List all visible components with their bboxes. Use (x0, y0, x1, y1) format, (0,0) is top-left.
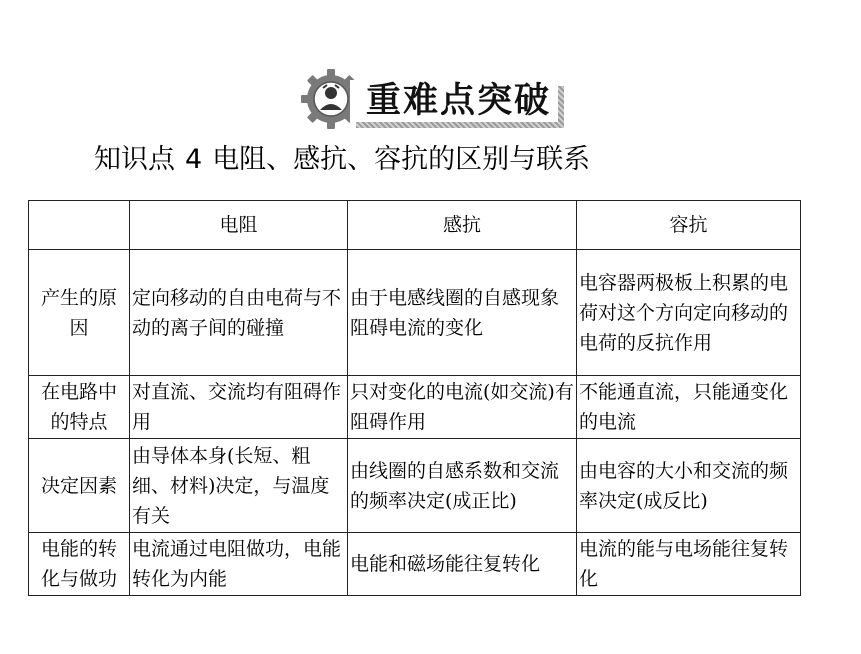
comparison-table (28, 200, 801, 596)
table-cell: 定向移动的自由电荷与不动的离子间的碰撞 (130, 250, 348, 376)
table-row (29, 439, 801, 533)
badge-title: 重难点突破 (366, 81, 552, 121)
table-row (29, 533, 801, 596)
table-cell: 对直流、交流均有阻碍作用 (130, 376, 348, 439)
row-header: 产生的原因 (29, 250, 130, 376)
table-cell: 电流的能与电场能往复转化 (577, 533, 801, 596)
table-cell: 由线圈的自感系数和交流的频率决定(成正比) (348, 439, 577, 533)
table-cell: 由于电感线圈的自感现象阻碍电流的变化 (348, 250, 577, 376)
table-row (29, 250, 801, 376)
section-heading (94, 140, 590, 180)
column-header (29, 201, 130, 250)
section-badge (300, 68, 562, 130)
row-header: 电能的转化与做功 (29, 533, 130, 596)
column-header: 感抗 (348, 201, 577, 250)
row-header: 在电路中的特点 (29, 376, 130, 439)
table-cell: 只对变化的电流(如交流)有阻碍作用 (348, 376, 577, 439)
column-header: 电阻 (130, 201, 348, 250)
row-header: 决定因素 (29, 439, 130, 533)
column-header: 容抗 (577, 201, 801, 250)
heading-title: 电阻、感抗、容抗的区别与联系 (212, 144, 591, 175)
table-cell: 由电容的大小和交流的频率决定(成反比) (577, 439, 801, 533)
table-cell: 电容器两极板上积累的电荷对这个方向定向移动的电荷的反抗作用 (577, 250, 801, 376)
table-header-row (29, 201, 801, 250)
table-cell: 不能通直流，只能通变化的电流 (577, 376, 801, 439)
table-cell: 由导体本身(长短、粗细、材料)决定，与温度有关 (130, 439, 348, 533)
table-cell: 电能和磁场能往复转化 (348, 533, 577, 596)
heading-number: 4 (185, 144, 203, 175)
table-row (29, 376, 801, 439)
badge-banner (350, 80, 558, 122)
table-cell: 电流通过电阻做功，电能转化为内能 (130, 533, 348, 596)
heading-prefix: 知识点 (94, 144, 175, 175)
